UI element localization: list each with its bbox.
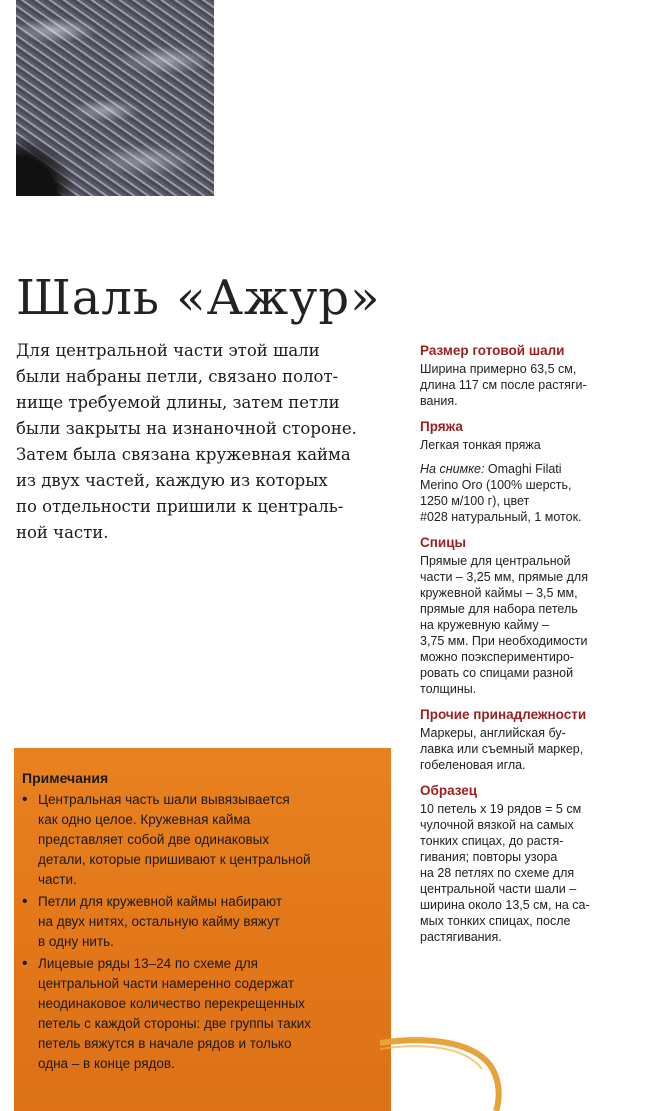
intro-line: были закрыты на изнаночной стороне. xyxy=(16,419,357,438)
spec-text xyxy=(420,553,642,697)
spec-line: Прямые для центральной xyxy=(420,554,571,568)
note-line: • Центральная часть шали вывязывается xyxy=(38,792,290,807)
note-line: • Петли для кружевной каймы набирают xyxy=(38,894,283,909)
spec-heading: Прочие принадлежности xyxy=(420,707,587,722)
spec-line: Merino Oro (100% шерсть, xyxy=(420,478,572,492)
spec-text xyxy=(420,361,642,409)
spec-line: на кружевную кайму – xyxy=(420,618,550,632)
spec-text xyxy=(420,801,642,945)
spec-line: гивания; повторы узора xyxy=(420,850,558,864)
spec-line: Маркеры, английская бу- xyxy=(420,726,566,740)
spec-line: 10 петель х 19 рядов = 5 см xyxy=(420,802,582,816)
spec-heading: Образец xyxy=(420,783,478,798)
note-line: петель с каждой стороны: две группы таких xyxy=(38,1016,312,1031)
note-line: • Лицевые ряды 13–24 по схеме для xyxy=(38,956,258,971)
spec-heading: Спицы xyxy=(420,535,467,550)
spec-text xyxy=(420,461,642,525)
spec-line: прямые для набора петель xyxy=(420,602,578,616)
intro-line: нище требуемой длины, затем петли xyxy=(16,393,340,412)
note-line: неодинаковое количество перекрещенных xyxy=(38,996,305,1011)
photo-shadow xyxy=(16,136,76,196)
spec-line: ширина около 13,5 см, на са- xyxy=(420,898,590,912)
intro-line: Затем была связана кружевная кайма xyxy=(16,445,351,464)
specs-column xyxy=(420,343,642,955)
note-item xyxy=(22,892,382,952)
spec-line-part: Omaghi Filati xyxy=(484,462,562,476)
spec-line: гобеленовая игла. xyxy=(420,758,526,772)
note-line: в одну нить. xyxy=(38,934,114,949)
intro-text xyxy=(16,338,396,546)
spec-line: вания. xyxy=(420,394,458,408)
note-line: петель вяжутся в начале рядов и только xyxy=(38,1036,292,1051)
spec-line: мых тонких спицах, после xyxy=(420,914,571,928)
spec-line: 1250 м/100 г), цвет xyxy=(420,494,530,508)
spec-line xyxy=(420,461,642,477)
spec-line: 3,75 мм. При необходимости xyxy=(420,634,588,648)
spec-line: растягивания. xyxy=(420,930,502,944)
photo-label: На снимке: xyxy=(420,462,485,476)
spec-line: на 28 петлях по схеме для xyxy=(420,866,575,880)
spec-line: тонких спицах, до растя- xyxy=(420,834,564,848)
spec-size xyxy=(420,343,642,409)
spec-line: толщины. xyxy=(420,682,477,696)
shawl-photo xyxy=(16,0,214,196)
spec-line: можно поэкспериментиро- xyxy=(420,650,574,664)
intro-line: из двух частей, каждую из которых xyxy=(16,471,328,490)
spec-notions xyxy=(420,707,642,773)
spec-text xyxy=(420,725,642,773)
note-line: на двух нитях, остальную кайму вяжут xyxy=(38,914,280,929)
intro-line: были набраны петли, связано полот- xyxy=(16,367,339,386)
notes-content xyxy=(22,770,382,1076)
spec-line: длина 117 см после растяги- xyxy=(420,378,587,392)
note-item xyxy=(22,790,382,890)
notes-heading: Примечания xyxy=(22,770,109,786)
spec-line: центральной части шали – xyxy=(420,882,577,896)
spec-line: части – 3,25 мм, прямые для xyxy=(420,570,588,584)
spec-yarn xyxy=(420,419,642,525)
spec-heading: Размер готовой шали xyxy=(420,343,565,358)
spec-line: кружевной каймы – 3,5 мм, xyxy=(420,586,578,600)
yarn-strand-decoration xyxy=(380,1035,640,1111)
spec-line: #028 натуральный, 1 моток. xyxy=(420,510,582,524)
note-item xyxy=(22,954,382,1074)
note-line: части. xyxy=(38,872,77,887)
note-line: одна – в конце рядов. xyxy=(38,1056,175,1071)
note-line: детали, которые пришивают к центральной xyxy=(38,852,311,867)
notes-list xyxy=(22,790,382,1074)
spec-text xyxy=(420,437,642,453)
spec-line: лавка или съемный маркер, xyxy=(420,742,584,756)
spec-needles xyxy=(420,535,642,697)
note-line: как одно целое. Кружевная кайма xyxy=(38,812,251,827)
intro-line: по отдельности пришили к централь- xyxy=(16,497,344,516)
notes-panel xyxy=(14,748,391,1111)
spec-line: ровать со спицами разной xyxy=(420,666,574,680)
intro-line: ной части. xyxy=(16,523,109,542)
spec-line: Ширина примерно 63,5 см, xyxy=(420,362,577,376)
note-line: центральной части намеренно содержат xyxy=(38,976,295,991)
spec-line: Легкая тонкая пряжа xyxy=(420,438,541,452)
spec-heading: Пряжа xyxy=(420,419,463,434)
intro-line: Для центральной части этой шали xyxy=(16,341,320,360)
spec-line: чулочной вязкой на самых xyxy=(420,818,574,832)
spec-gauge xyxy=(420,783,642,945)
note-line: представляет собой две одинаковых xyxy=(38,832,270,847)
page-title: Шаль «Ажур» xyxy=(16,270,381,326)
